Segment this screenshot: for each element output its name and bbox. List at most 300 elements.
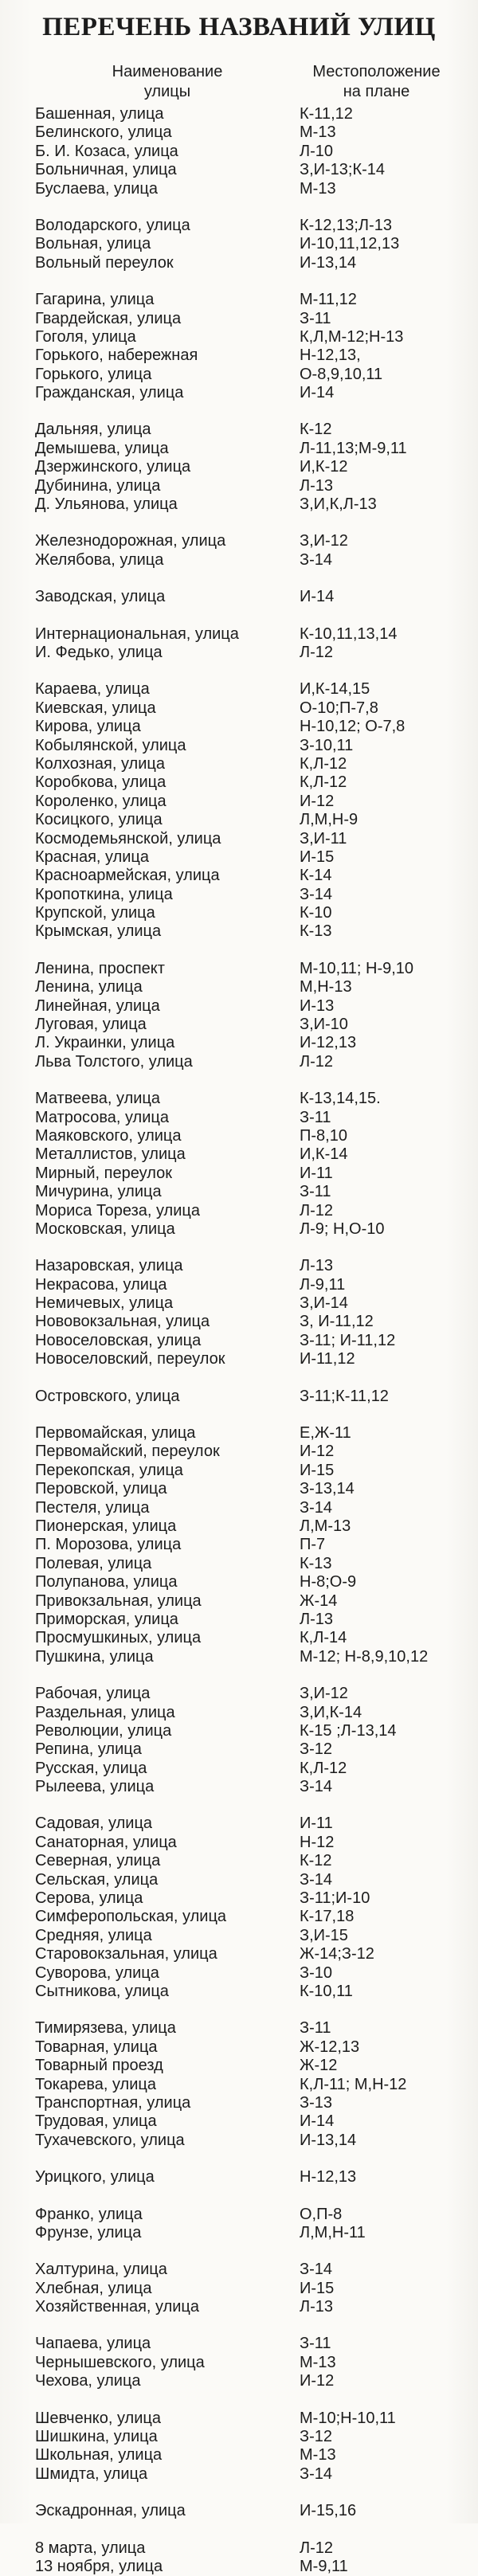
- street-row: [35, 2465, 449, 2484]
- street-row: [35, 2539, 449, 2558]
- street-name: Заводская, улица: [35, 588, 166, 606]
- street-name: Интернациональная, улица: [35, 624, 239, 643]
- street-row: [35, 1908, 449, 1926]
- street-name: Башенная, улица: [35, 105, 164, 123]
- street-row: [35, 1852, 449, 1870]
- street-location: З-10: [300, 1963, 332, 1982]
- street-row: [35, 1983, 449, 2001]
- street-name: Чехова, улица: [35, 2372, 141, 2390]
- header-location-line2: на плане: [343, 83, 410, 100]
- street-name: Желябова, улица: [35, 550, 164, 569]
- street-location: З-14: [300, 885, 332, 903]
- street-location: З-14: [300, 1778, 332, 1796]
- street-name: Кирова, улица: [35, 718, 141, 736]
- street-name: Товарный проезд: [35, 2057, 163, 2075]
- street-location: З-12: [300, 2428, 332, 2446]
- street-location: П-7: [300, 1536, 326, 1554]
- street-location: К-15 ;Л-13,14: [300, 1721, 397, 1740]
- street-row: [35, 1611, 449, 1629]
- street-name: Караева, улица: [35, 680, 150, 699]
- street-row: [35, 922, 449, 941]
- street-location: И-15: [300, 2279, 335, 2297]
- street-location: О-8,9,10,11: [300, 365, 383, 383]
- letter-group: [35, 1090, 449, 1239]
- street-location: З-11: [300, 2019, 331, 2038]
- street-location: Н-8;О-9: [300, 1573, 357, 1591]
- street-row: [35, 328, 449, 346]
- street-row: [35, 440, 449, 458]
- street-location: И-11: [300, 1815, 333, 1833]
- street-row: [35, 2224, 449, 2242]
- street-name: Средняя, улица: [35, 1926, 152, 1944]
- street-row: [35, 830, 449, 848]
- street-location: З-13: [300, 2093, 332, 2112]
- street-location: Л-10: [300, 142, 334, 160]
- street-location: З, И-11,12: [300, 1313, 374, 1331]
- street-name: Льва Толстого, улица: [35, 1052, 193, 1071]
- letter-group: [35, 532, 449, 570]
- street-name: Нововокзальная, улица: [35, 1313, 210, 1331]
- street-location: К-12,13;Л-13: [300, 216, 392, 234]
- street-name: Чернышевского, улица: [35, 2353, 205, 2371]
- street-location: Л-13: [300, 1257, 334, 1275]
- street-location: З-13,14: [300, 1480, 355, 1498]
- street-row: [35, 1350, 449, 1368]
- street-row: [35, 2428, 449, 2446]
- street-location: Л-11,13;М-9,11: [300, 439, 407, 457]
- street-name: Пушкина, улица: [35, 1647, 154, 1666]
- street-location: З-14: [300, 2464, 332, 2483]
- street-row: [35, 2372, 449, 2390]
- street-name: Санаторная, улица: [35, 1833, 177, 1851]
- street-row: [35, 2280, 449, 2298]
- street-name: Ленина, проспект: [35, 959, 165, 977]
- header-street-name-line1: Наименование: [112, 63, 223, 80]
- street-name: Симферопольская, улица: [35, 1908, 227, 1926]
- street-name: Крупской, улица: [35, 904, 155, 922]
- street-name: Тимирязева, улица: [35, 2019, 176, 2038]
- street-row: [35, 811, 449, 829]
- street-location: К-14: [300, 867, 332, 885]
- street-location: Н-12: [300, 1833, 335, 1851]
- street-location: М-13: [300, 2446, 336, 2464]
- street-name: Токарева, улица: [35, 2075, 156, 2093]
- street-name: Шишкина, улица: [35, 2428, 158, 2446]
- letter-group: [35, 2410, 449, 2484]
- street-location: З,И-13;К-14: [300, 161, 386, 179]
- street-name: Горького, улица: [35, 365, 152, 383]
- street-location: К,Л-14: [300, 1629, 347, 1647]
- letter-group: [35, 2261, 449, 2316]
- street-location: Л-12: [300, 2539, 334, 2557]
- street-name: Белинского, улица: [35, 123, 172, 142]
- street-location: И-13: [300, 996, 335, 1015]
- street-row: [35, 1964, 449, 1983]
- street-location: И-14: [300, 384, 335, 402]
- street-row: [35, 532, 449, 550]
- street-row: [35, 1165, 449, 1183]
- street-row: [35, 2132, 449, 2150]
- street-row: [35, 1424, 449, 1443]
- street-location: К-10,11,13,14: [300, 624, 398, 643]
- street-row: [35, 1629, 449, 1647]
- letter-group: [35, 105, 449, 198]
- street-name: Перекопская, улица: [35, 1461, 183, 1479]
- street-name: Северная, улица: [35, 1852, 161, 1870]
- street-location: И-12: [300, 1443, 335, 1461]
- letter-group: [35, 1424, 449, 1666]
- street-name: Б. И. Козаса, улица: [35, 142, 178, 160]
- street-name: Школьная, улица: [35, 2446, 163, 2464]
- street-location: К-10,11: [300, 1982, 353, 2000]
- letter-group: [35, 2502, 449, 2520]
- street-row: [35, 384, 449, 402]
- street-name: Просмушкиных, улица: [35, 1629, 202, 1647]
- street-row: [35, 1109, 449, 1127]
- street-location: И-11: [300, 1164, 333, 1182]
- street-location: И-14: [300, 588, 335, 606]
- street-location: И-12: [300, 2372, 335, 2390]
- street-name: Пионерская, улица: [35, 1517, 177, 1535]
- street-location: К-17,18: [300, 1908, 355, 1926]
- street-name: Луговая, улица: [35, 1016, 147, 1034]
- letter-group: [35, 1257, 449, 1368]
- street-location: И-14: [300, 2112, 335, 2131]
- street-name: Мирный, переулок: [35, 1164, 172, 1182]
- header-location: [291, 62, 462, 102]
- street-name: Косицкого, улица: [35, 811, 163, 829]
- street-row: [35, 588, 449, 606]
- street-location: Ж-12,13: [300, 2038, 360, 2056]
- street-row: [35, 680, 449, 699]
- letter-group: [35, 2168, 449, 2186]
- street-name: Космодемьянской, улица: [35, 829, 221, 848]
- street-row: [35, 625, 449, 644]
- street-name: Халтурина, улица: [35, 2261, 167, 2279]
- street-name: Киевская, улица: [35, 699, 156, 717]
- street-row: [35, 1090, 449, 1108]
- street-name: Буслаева, улица: [35, 179, 158, 198]
- street-row: [35, 180, 449, 198]
- street-name: Старовокзальная, улица: [35, 1945, 217, 1963]
- street-location: Л-13: [300, 476, 334, 495]
- street-name: Дзержинского, улица: [35, 458, 191, 476]
- street-name: Некрасова, улица: [35, 1275, 167, 1294]
- header-street-name: [32, 62, 303, 102]
- street-location: З,И-10: [300, 1016, 348, 1034]
- street-row: [35, 366, 449, 384]
- street-location: Л,М,Н-11: [300, 2223, 366, 2241]
- street-name: П. Морозова, улица: [35, 1536, 182, 1554]
- street-name: Маяковского, улица: [35, 1126, 182, 1145]
- street-name: Репина, улица: [35, 1740, 142, 1759]
- street-location: Н-12,13: [300, 2168, 357, 2186]
- letter-group: [35, 2206, 449, 2243]
- street-name: Тухачевского, улица: [35, 2131, 185, 2149]
- street-row: [35, 458, 449, 476]
- street-location: Л-13: [300, 1610, 334, 1628]
- street-location: М-13: [300, 2353, 336, 2371]
- street-row: [35, 1462, 449, 1480]
- street-name: Пестеля, улица: [35, 1498, 150, 1517]
- street-location: З-14: [300, 550, 332, 569]
- street-row: [35, 793, 449, 811]
- header-location-line1: Местоположение: [312, 63, 441, 80]
- street-name: Шевченко, улица: [35, 2409, 161, 2427]
- street-name: Раздельная, улица: [35, 1703, 175, 1721]
- street-row: [35, 477, 449, 495]
- street-location: И,К-14: [300, 1145, 348, 1164]
- street-location: К-13: [300, 1554, 332, 1572]
- street-row: [35, 1388, 449, 1406]
- street-location: З-11;И-10: [300, 1889, 370, 1908]
- street-name: Л. Украинки, улица: [35, 1034, 175, 1052]
- page-title: ПЕРЕЧЕНЬ НАЗВАНИЙ УЛИЦ: [42, 13, 436, 41]
- street-name: Серова, улица: [35, 1889, 143, 1908]
- letter-group: [35, 1815, 449, 2001]
- street-location: М-10;Н-10,11: [300, 2409, 396, 2427]
- street-name: 8 марта, улица: [35, 2539, 146, 2557]
- street-name: Рабочая, улица: [35, 1685, 151, 1703]
- street-row: [35, 2019, 449, 2038]
- street-name: 13 ноября, улица: [35, 2557, 163, 2575]
- street-location: З,И-12: [300, 532, 348, 550]
- street-location: И-15,16: [300, 2502, 357, 2520]
- street-location: Ж-12: [300, 2057, 338, 2075]
- street-row: [35, 1332, 449, 1350]
- street-location: З-11: [300, 2335, 331, 2353]
- street-name: Назаровская, улица: [35, 1257, 183, 1275]
- street-row: [35, 1555, 449, 1573]
- street-name: Хлебная, улица: [35, 2279, 152, 2297]
- street-name: Д. Ульянова, улица: [35, 495, 178, 514]
- street-row: [35, 1536, 449, 1554]
- street-location: М-13: [300, 123, 336, 142]
- street-row: [35, 1871, 449, 1889]
- street-name: Полупанова, улица: [35, 1573, 178, 1591]
- street-location: К,Л-12: [300, 1759, 347, 1777]
- street-location: М-11,12: [300, 291, 357, 309]
- street-row: [35, 1294, 449, 1313]
- street-name: Урицкого, улица: [35, 2168, 155, 2186]
- street-row: [35, 737, 449, 755]
- street-location: З-14: [300, 1498, 332, 1517]
- street-row: [35, 2261, 449, 2279]
- street-row: [35, 1313, 449, 1331]
- street-row: [35, 1945, 449, 1963]
- street-location: К-11,12: [300, 105, 353, 123]
- street-location: З,И-15: [300, 1926, 348, 1944]
- street-location: К-12: [300, 421, 332, 439]
- street-location: Л,М,Н-9: [300, 811, 358, 829]
- letter-group: [35, 291, 449, 402]
- street-location: М-12; Н-8,9,10,12: [300, 1647, 429, 1666]
- letter-group: [35, 1388, 449, 1406]
- street-name: Дубинина, улица: [35, 476, 161, 495]
- street-name: Шмидта, улица: [35, 2464, 148, 2483]
- street-row: [35, 2206, 449, 2224]
- street-location: Н-12,13,: [300, 346, 361, 365]
- street-location: Е,Ж-11: [300, 1424, 351, 1443]
- street-row: [35, 978, 449, 996]
- street-name: Приморская, улица: [35, 1610, 178, 1628]
- street-name: Франко, улица: [35, 2205, 143, 2223]
- street-row: [35, 1145, 449, 1164]
- street-row: [35, 1202, 449, 1220]
- street-row: [35, 997, 449, 1016]
- street-name: Московская, улица: [35, 1219, 175, 1238]
- street-name: Транспортная, улица: [35, 2093, 191, 2112]
- header-street-name-line2: улицы: [143, 83, 191, 100]
- street-location: М,Н-13: [300, 978, 352, 996]
- street-name: Гвардейская, улица: [35, 309, 182, 327]
- street-row: [35, 2112, 449, 2131]
- street-location: М-10,11; Н-9,10: [300, 959, 414, 977]
- street-location: И-13,14: [300, 2131, 357, 2149]
- street-row: [35, 699, 449, 718]
- street-location: Л,М-13: [300, 1517, 351, 1535]
- street-row: [35, 1927, 449, 1945]
- street-location: З,И,К,Л-13: [300, 495, 377, 514]
- street-location: И-12: [300, 792, 335, 810]
- street-row: [35, 904, 449, 922]
- street-row: [35, 291, 449, 309]
- street-row: [35, 105, 449, 123]
- street-name: Суворова, улица: [35, 1963, 159, 1982]
- street-name: Красная, улица: [35, 848, 149, 866]
- street-name: Русская, улица: [35, 1759, 147, 1777]
- street-row: [35, 1517, 449, 1536]
- street-location: И-12,13: [300, 1034, 357, 1052]
- street-location: З-10,11: [300, 736, 354, 754]
- street-row: [35, 2168, 449, 2186]
- street-location: З,И,К-14: [300, 1703, 362, 1721]
- street-row: [35, 886, 449, 904]
- letter-group: [35, 625, 449, 663]
- street-name: Островского, улица: [35, 1387, 180, 1405]
- street-name: Первомайская, улица: [35, 1424, 196, 1443]
- street-location: Л-12: [300, 643, 334, 661]
- street-location: Ж-14: [300, 1591, 338, 1610]
- letter-group: [35, 960, 449, 1071]
- street-name: Мориса Тореза, улица: [35, 1201, 200, 1219]
- street-row: [35, 960, 449, 978]
- street-location: О-10;П-7,8: [300, 699, 378, 717]
- street-location: З-12: [300, 1740, 332, 1759]
- street-location: Л-9; Н,О-10: [300, 1219, 385, 1238]
- street-location: И-11,12: [300, 1350, 355, 1368]
- letter-group: [35, 2335, 449, 2390]
- street-location: К,Л,М-12;Н-13: [300, 327, 404, 346]
- street-location: З,И-14: [300, 1294, 348, 1313]
- street-name: Мичурина, улица: [35, 1183, 162, 1201]
- street-location: Л-12: [300, 1052, 334, 1071]
- street-location: Л-12: [300, 1201, 334, 1219]
- street-row: [35, 551, 449, 570]
- street-row: [35, 1722, 449, 1740]
- letter-group: [35, 421, 449, 514]
- street-location: З-11: [300, 309, 331, 327]
- street-row: [35, 773, 449, 792]
- street-row: [35, 310, 449, 328]
- street-row: [35, 1480, 449, 1498]
- street-name: Крымская, улица: [35, 922, 162, 941]
- street-location: Н-10,12; О-7,8: [300, 718, 406, 736]
- street-location: К-10: [300, 904, 332, 922]
- street-name: Первомайский, переулок: [35, 1443, 220, 1461]
- street-name: Революции, улица: [35, 1721, 172, 1740]
- street-row: [35, 1889, 449, 1908]
- street-row: [35, 1016, 449, 1034]
- street-location: З-11;К-11,12: [300, 1387, 389, 1405]
- street-row: [35, 1648, 449, 1666]
- street-name: Дальняя, улица: [35, 421, 151, 439]
- street-name: Полевая, улица: [35, 1554, 152, 1572]
- street-name: Горького, набережная: [35, 346, 198, 365]
- street-location: И-13,14: [300, 253, 357, 272]
- street-name: Вольный переулок: [35, 253, 174, 272]
- street-name: Новоселовский, переулок: [35, 1350, 225, 1368]
- street-name: Эскадронная, улица: [35, 2502, 186, 2520]
- street-name: Товарная, улица: [35, 2038, 158, 2056]
- street-name: Кобылянской, улица: [35, 736, 186, 754]
- street-name: Чапаева, улица: [35, 2335, 151, 2353]
- street-location: К,Л-12: [300, 773, 347, 792]
- street-location: П-8,10: [300, 1126, 347, 1145]
- letter-group: [35, 217, 449, 272]
- street-name: Сытникова, улица: [35, 1982, 169, 2000]
- street-name: Ленина, улица: [35, 978, 143, 996]
- letter-group: [35, 1685, 449, 1796]
- street-location: К,Л-11; М,Н-12: [300, 2075, 407, 2093]
- street-row: [35, 2076, 449, 2094]
- street-location: И,К-14,15: [300, 680, 370, 699]
- street-name: Немичевых, улица: [35, 1294, 174, 1313]
- street-name: Рылеева, улица: [35, 1778, 155, 1796]
- street-location: З-11: [300, 1108, 331, 1126]
- street-row: [35, 1592, 449, 1611]
- street-row: [35, 1257, 449, 1275]
- street-name: Гражданская, улица: [35, 384, 184, 402]
- street-row: [35, 1053, 449, 1071]
- letter-group: [35, 680, 449, 941]
- street-row: [35, 1834, 449, 1852]
- street-location: З-11; И-11,12: [300, 1331, 396, 1349]
- street-row: [35, 2335, 449, 2353]
- street-row: [35, 718, 449, 736]
- street-row: [35, 1740, 449, 1759]
- street-location: З-11: [300, 1183, 331, 1201]
- street-location: З,И-11: [300, 829, 347, 848]
- street-row: [35, 1443, 449, 1461]
- street-name: Демышева, улица: [35, 439, 169, 457]
- street-row: [35, 161, 449, 179]
- street-row: [35, 2410, 449, 2428]
- street-location: И-15: [300, 1461, 335, 1479]
- street-row: [35, 2558, 449, 2576]
- letter-group: [35, 2019, 449, 2150]
- street-location: З,И-12: [300, 1685, 348, 1703]
- street-location: И-15: [300, 848, 335, 866]
- street-name: Металлистов, улица: [35, 1145, 186, 1164]
- street-row: [35, 346, 449, 365]
- street-name: Красноармейская, улица: [35, 867, 220, 885]
- street-row: [35, 123, 449, 142]
- street-row: [35, 235, 449, 253]
- street-name: Привокзальная, улица: [35, 1591, 202, 1610]
- street-name: И. Федько, улица: [35, 643, 163, 661]
- street-name: Фрунзе, улица: [35, 2223, 142, 2241]
